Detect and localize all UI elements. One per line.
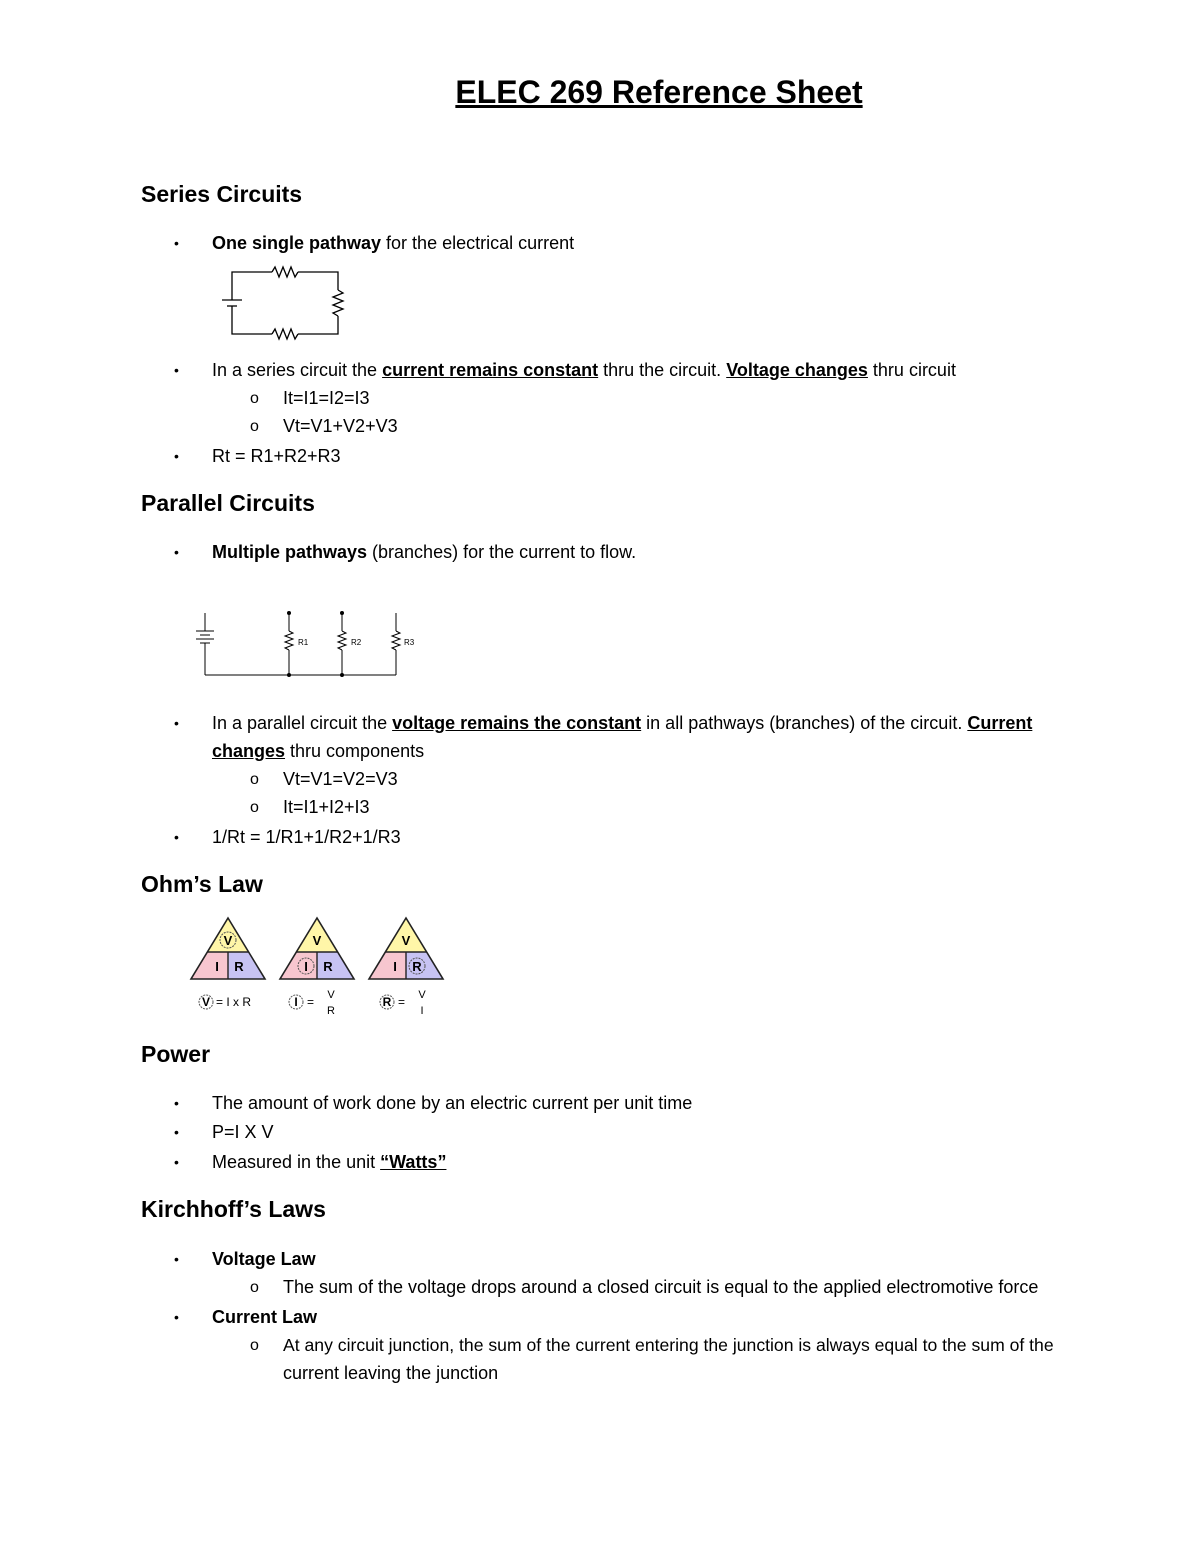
power-bullet-3: Measured in the unit “Watts” [212,1152,447,1172]
t3-r: R [412,959,422,974]
r3-label: R3 [404,638,415,647]
resistor-bottom [272,329,298,339]
series-sub-2: Vt=V1+V2+V3 [283,416,398,436]
power-bullet-2: P=I X V [212,1122,274,1142]
f3-num: V [418,989,426,1001]
parallel-bullet-2: In a parallel circuit the voltage remains the constant in all pathways (branches) of the circuit. Current [212,713,1033,733]
t3-v: V [401,933,411,948]
series-bullet-3: Rt = R1+R2+R3 [212,446,341,466]
f2-num: V [327,989,335,1001]
kirchhoff-sub-2a: At any circuit junction, the sum of the current entering the junction is always equal to the sum of the [283,1335,1054,1355]
t2-r: R [323,959,333,974]
f2-eq: = [307,995,315,1009]
parallel-heading: Parallel Circuits [141,490,315,516]
parallel-bullet-3: 1/Rt = 1/R1+1/R2+1/R3 [212,827,401,847]
t1-r: R [234,959,244,974]
kirchhoff-sub-2b: current leaving the junction [283,1363,499,1383]
f3-eq: = [398,995,406,1009]
series-bullet-2: In a series circuit the current remains constant thru the circuit. Voltage changes thru circuit [212,360,956,380]
parallel-circuit-diagram [190,605,430,681]
bullet: • [174,1309,179,1325]
ohm-triangle-v [191,918,265,979]
bullet: • [174,1154,179,1170]
parallel-sub-2: It=I1+I2+I3 [283,797,370,817]
bullet: • [174,715,179,731]
kirchhoff-bullet-2: Current Law [212,1307,318,1327]
t1-i: I [215,959,219,974]
f3-r: R [382,995,392,1009]
power-bullet-1: The amount of work done by an electric current per unit time [212,1093,693,1113]
kirchhoff-bullet-1: Voltage Law [212,1249,316,1269]
series-circuit-diagram [218,262,353,342]
ohm-triangle-r [369,918,443,979]
ohm-heading: Ohm’s Law [141,871,263,897]
bullet: • [174,1095,179,1111]
parallel-bullet-2-cont: changes thru components [212,741,425,761]
series-sub-1: It=I1=I2=I3 [283,388,370,408]
f2-i: I [294,995,298,1009]
sub-bullet: o [250,1337,259,1354]
r1-label: R1 [298,638,309,647]
t2-v: V [312,933,322,948]
ohm-triangle-i [280,918,354,979]
f1-v: V [201,995,211,1009]
parallel-sub-1: Vt=V1=V2=V3 [283,769,398,789]
bullet: • [174,1124,179,1140]
t3-i: I [393,959,397,974]
kirchhoff-sub-1: The sum of the voltage drops around a closed circuit is equal to the applied electromotive force [283,1277,1039,1297]
bullet: • [174,362,179,378]
bullet: • [174,829,179,845]
sub-bullet: o [250,1279,259,1296]
power-heading: Power [141,1041,211,1067]
r2-label: R2 [351,638,362,647]
bullet: • [174,235,179,251]
kirchhoff-heading: Kirchhoff’s Laws [141,1196,326,1222]
sub-bullet: o [250,418,259,435]
parallel-bullet-1: Multiple pathways (branches) for the current to flow. [212,542,637,562]
t1-v: V [223,933,233,948]
f2-den: R [327,1005,335,1017]
sub-bullet: o [250,771,259,788]
t2-i: I [304,959,308,974]
resistor-right [333,290,343,316]
bullet: • [174,448,179,464]
sub-bullet: o [250,799,259,816]
resistor-top [272,267,298,277]
bullet: • [174,1251,179,1267]
f3-den: I [420,1005,424,1017]
bullet: • [174,544,179,560]
sub-bullet: o [250,390,259,407]
series-heading: Series Circuits [141,181,303,207]
f1-rhs: = I x R [216,995,252,1009]
page-title: ELEC 269 Reference Sheet [455,74,863,110]
ohm-triangles-diagram [185,912,455,1022]
series-bullet-1: One single pathway for the electrical current [212,233,575,253]
